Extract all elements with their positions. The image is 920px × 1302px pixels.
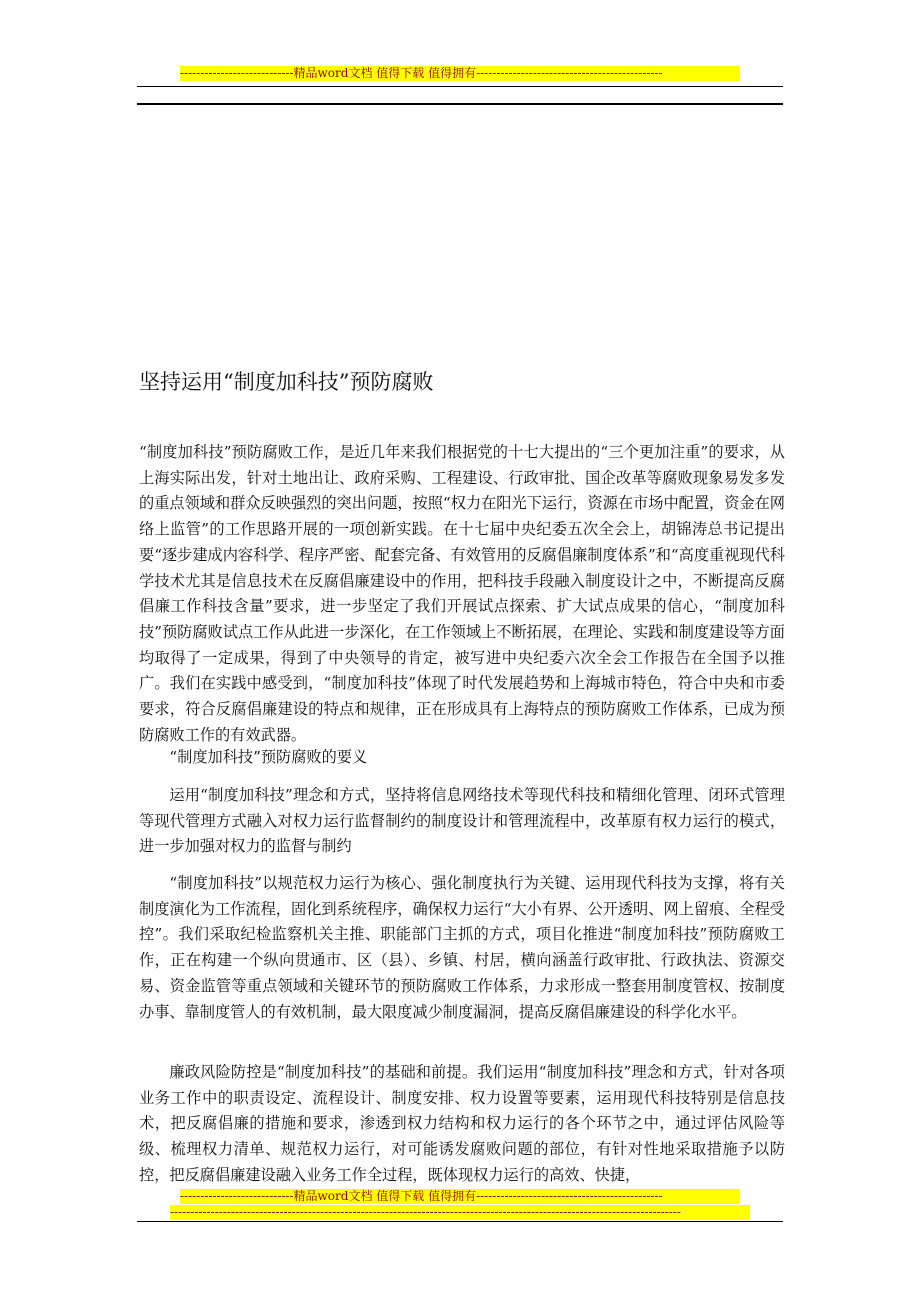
body-paragraph: “制度加科技”预防腐败工作，是近几年来我们根据党的十七大提出的“三个更加注重”的要求，从上海实际出发，针对土地出让、政府采购、工程建设、行政审批、国企改革等腐败现象易发多发的重点领域和群众反映强烈的突出问题，按照“权力在阳光下运行，资源在市场中配置，资金在网络上监管”的工作思路开展的一项创新实践。在十七届中央纪委五次全会上，胡锦涛总书记提出要“逐步建成内容科学、程序严密、配套完备、有效管用的反腐倡廉制度体系”和“高度重视现代科学技术尤其是信息技术在反腐倡廉建设中的作用，把科技手段融入制度设计之中，不断提高反腐倡廉工作科技含量”要求，进一步坚定了我们开展试点探索、扩大试点成果的信心，“制度加科技”预防腐败试点工作从此进一步深化，在工作领域上不断拓展，在理论、实践和制度建设等方面均取得了一定成果，得到了中央领导的肯定，被写进中央纪委六次全会工作报告在全国予以推广。我们在实践中感受到，“制度加科技”体现了时代发展趋势和上海城市特色，符合中央和市委要求，符合反腐倡廉建设的特点和规律，正在形成具有上海特点的预防腐败工作体系，已成为预防腐败工作的有效武器。 [139,443,785,744]
body-paragraph: 廉政风险防控是“制度加科技”的基础和前提。我们运用“制度加科技”理念和方式，针对各项业务工作中的职责设定、流程设计、制度安排、权力设置等要素，运用现代科技特别是信息技术，把反腐倡廉的措施和要求，渗透到权力结构和权力运行的各个环节之中，通过评估风险等级、梳理权力清单、规范权力运行，对可能诱发腐败问题的部位，有针对性地采取措施予以防控，把反腐倡廉建设融入业务工作全过程，既体现权力运行的高效、快捷， [139,1063,785,1184]
body-paragraph: “制度加科技”以规范权力运行为核心、强化制度执行为关键、运用现代科技为支撑，将有关制度演化为工作流程，固化到系统程序，确保权力运行“大小有界、公开透明、网上留痕、全程受控”。我们采取纪检监察机关主推、职能部门主抓的方式，项目化推进“制度加科技”预防腐败工作，正在构建一个纵向贯通市、区（县）、乡镇、村居，横向涵盖行政审批、行政执法、资源交易、资金监管等重点领域和关键环节的预防腐败工作体系，力求形成一整套用制度管权、按制度办事、靠制度管人的有效机制，最大限度减少制度漏洞，提高反腐倡廉建设的科学化水平。 [139,874,785,1021]
footer-banner: ----------------------------精品word文档 值得下载 值得拥有---------------------------------------------- [180,1189,740,1204]
header-rule-thick [137,103,783,105]
body-paragraph: 运用“制度加科技”理念和方式，坚持将信息网络技术等现代科技和精细化管理、闭环式管理等现代管理方式融入对权力运行监督制约的制度设计和管理流程中，改革原有权力运行的模式，进一步加强对权力的监督与制约 [139,786,785,856]
footer-dashes: ------------------------------------------------------------------------------------------------------------------------------ [170,1205,750,1220]
section-heading: “制度加科技”预防腐败的要义 [169,748,368,766]
footer-rule [137,1221,783,1222]
header-rule-thin [137,86,783,87]
document-title: 坚持运用“制度加科技”预防腐败 [139,370,434,394]
header-banner: ----------------------------精品word文档 值得下载 值得拥有---------------------------------------------- [180,66,740,81]
